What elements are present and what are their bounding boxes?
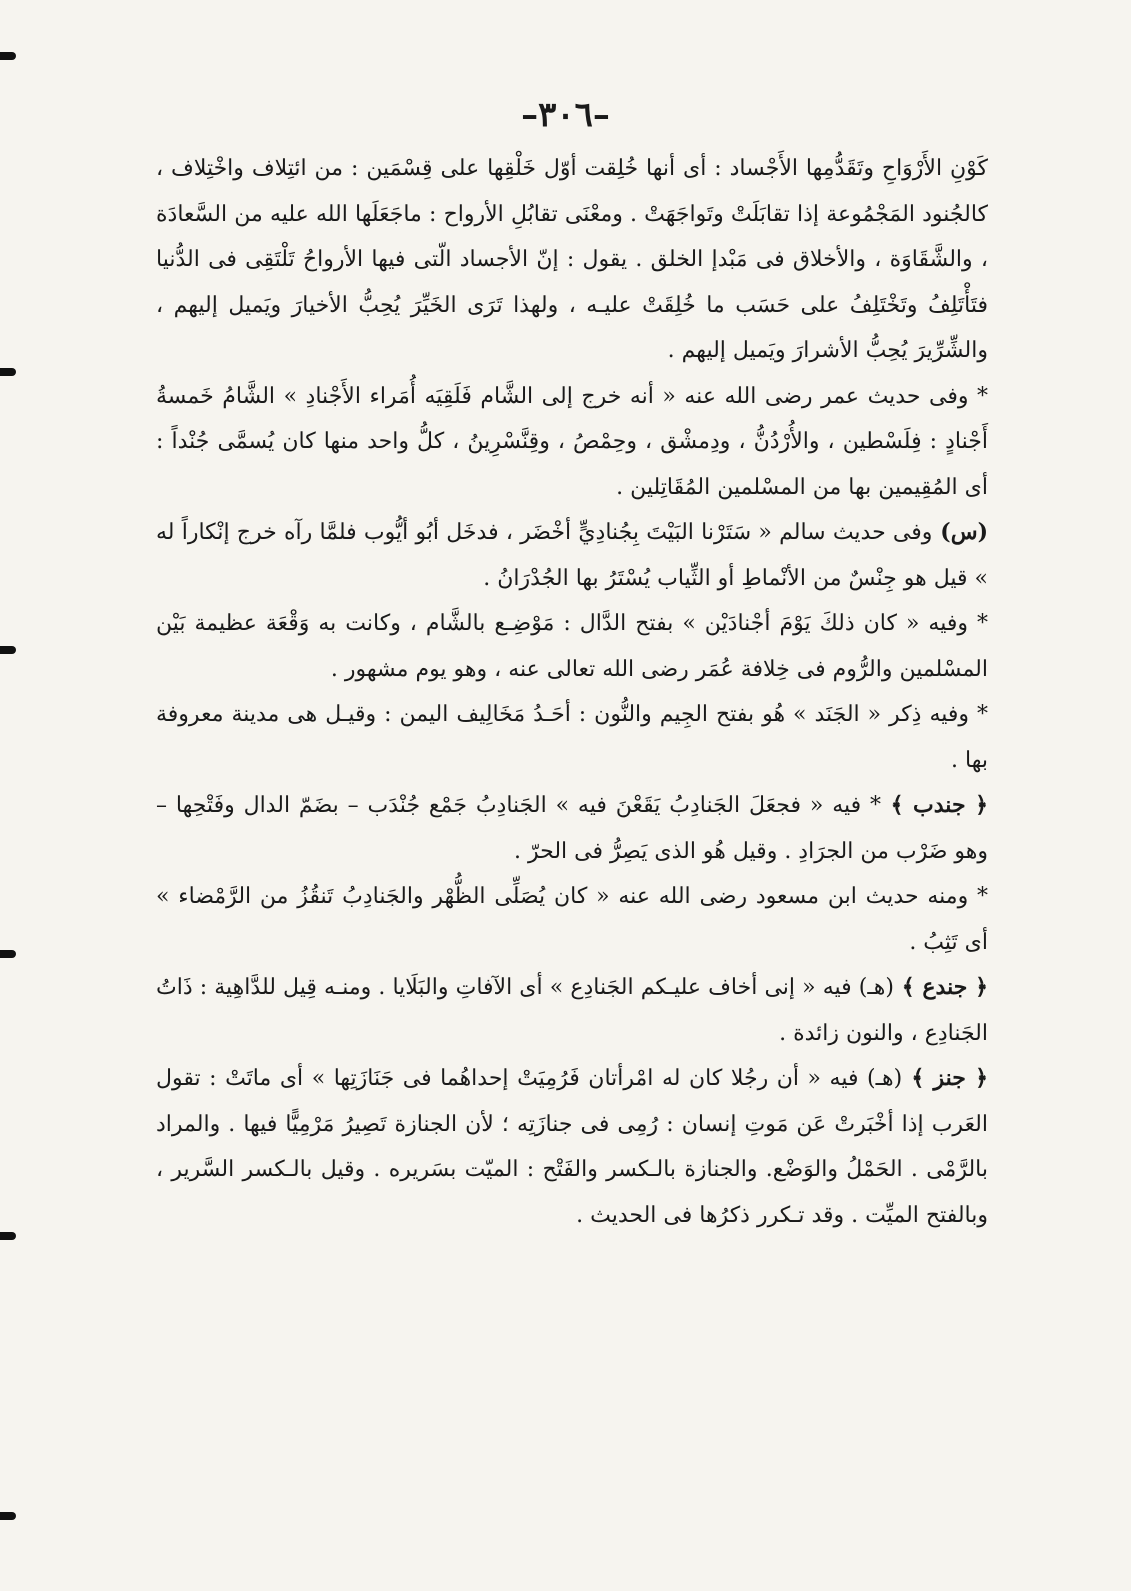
paragraph-text: وفى حديث سالم « سَتَرْنا البَيْتَ بِجُنادِيٍّ أخْضَر ، فدخَل أبُو أيُّوب فلمَّا رآه خرج إنْكاراً له » قيل هو جِنْسٌ من الأنْماطِ أو الثِّياب يُسْتَرُ بها الجُدْرَانُ . — [156, 520, 988, 591]
scan-margin-mark — [0, 52, 16, 60]
paragraph — [156, 965, 988, 1056]
scan-margin-mark — [0, 646, 16, 654]
paragraph — [156, 374, 988, 511]
scan-margin-mark — [0, 1232, 16, 1240]
paragraph — [156, 692, 988, 783]
paragraph — [156, 783, 988, 874]
paragraph-text: * وفيه « كان ذلكَ يَوْمَ أجْنادَيْن » بفتح الدَّال : مَوْضِـع بالشَّام ، وكانت به وَقْعَة عظيمة بَيْن المسْلمين والرُّوم فى خِلافة عُمَر رضى الله تعالى عنه ، وهو يوم مشهور . — [156, 611, 988, 682]
paragraph — [156, 874, 988, 965]
paragraph-text: * وفى حديث عمر رضى الله عنه « أنه خرج إلى الشَّام فَلَقِيَه أُمَراء الأَجْنادِ » الشَّامُ خَمسةُ أَجْنادٍ : فِلَسْطين ، والأُرْدُنُّ ، ودِمشْق ، وحِمْصُ ، وقِنَّسْرِينُ ، كلُّ واحد منها كان يُسمَّى جُنْداً : أى المُقِيمين بها من المسْلمين المُقَاتِلين . — [156, 383, 988, 500]
paragraph-text: * وفيه ذِكر « الجَنَد » هُو بفتح الجِيم والنُّون : أحَـدُ مَخَالِيف اليمن : وقيـل هى مدينة معروفة بها . — [156, 702, 988, 773]
entry-heading: ﴿ جنز ﴾ — [902, 1065, 988, 1091]
paragraph-text: (هـ) فيه « إنى أخاف عليـكم الجَنادِع » أى الآفاتِ والبَلَايا . ومنـه قِيل للدَّاهِية : ذَاتُ الجَنادِع ، والنون زائدة . — [156, 975, 988, 1046]
entry-heading: (س) — [932, 519, 988, 545]
paragraph-text: * ومنه حديث ابن مسعود رضى الله عنه « كان يُصَلِّى الظُّهْر والجَنادِبُ تَنقُزُ من الرَّمْضاء » أى تَثِبُ . — [156, 884, 988, 955]
entry-heading: ﴿ جندع ﴾ — [893, 974, 988, 1000]
paragraph — [156, 1056, 988, 1238]
scan-margin-mark — [0, 950, 16, 958]
page-number: –٣٠٦– — [521, 95, 610, 135]
body-text — [156, 146, 988, 1238]
entry-heading: ﴿ جندب ﴾ — [881, 792, 988, 818]
paragraph — [156, 146, 988, 374]
scan-margin-mark — [0, 1512, 16, 1520]
paragraph-text: * فيه « فجعَلَ الجَنادِبُ يَقَعْنَ فيه » الجَنادِبُ جَمْع جُنْدَب – بضَمّ الدال وفَتْحِها – وهو ضَرْب من الجرَادِ . وقيل هُو الذى يَصِرُّ فى الحرّ . — [156, 793, 988, 864]
paragraph-text: كَوْنِ الأَرْوَاحِ وتَقَدُّمِها الأَجْساد : أى أنها خُلِقت أوّل خَلْقِها على قِسْمَين : من ائتِلاف واخْتِلاف ، كالجُنود المَجْمُوعة إذا تقابَلَتْ وتَواجَهَتْ . ومعْنَى تقابُلِ الأرواح : ماجَعَلَها الله عليه من السَّعادَة ، والشَّقَاوَة ، والأخلاق فى مَبْدإ الخلق . يقول : إنّ الأجساد الّتى فيها الأرواحُ تَلْتَقِى فى الدُّنيا فتَأْتَلِفُ وتَخْتَلِفُ على حَسَب ما خُلِقَتْ عليـه ، ولهذا تَرَى الخَيِّرَ يُحِبُّ الأخيارَ ويَميل إليهم ، والشِّرِّيرَ يُحِبُّ الأشرارَ ويَميل إليهم . — [156, 156, 988, 363]
paragraph — [156, 601, 988, 692]
paragraph-text: (هـ) فيه « أن رجُلا كان له امْرأتان فَرُمِيَتْ إحداهُما فى جَنَازَتِها » أى ماتَتْ : تقول العَرب إذا أخْبَرتْ عَن مَوتِ إنسان : رُمِى فى جنازَتِه ؛ لأن الجنازة تَصِيرُ مَرْمِيًّا فيها . والمراد بالرَّمْى . الحَمْلُ والوَضْع. والجنازة بالـكسر والفَتْح : الميّت بسَريره . وقيل بالـكسر السَّرير ، وبالفتح الميِّت . وقد تـكرر ذكرُها فى الحديث . — [156, 1066, 988, 1228]
paragraph — [156, 510, 988, 601]
scan-margin-mark — [0, 368, 16, 376]
